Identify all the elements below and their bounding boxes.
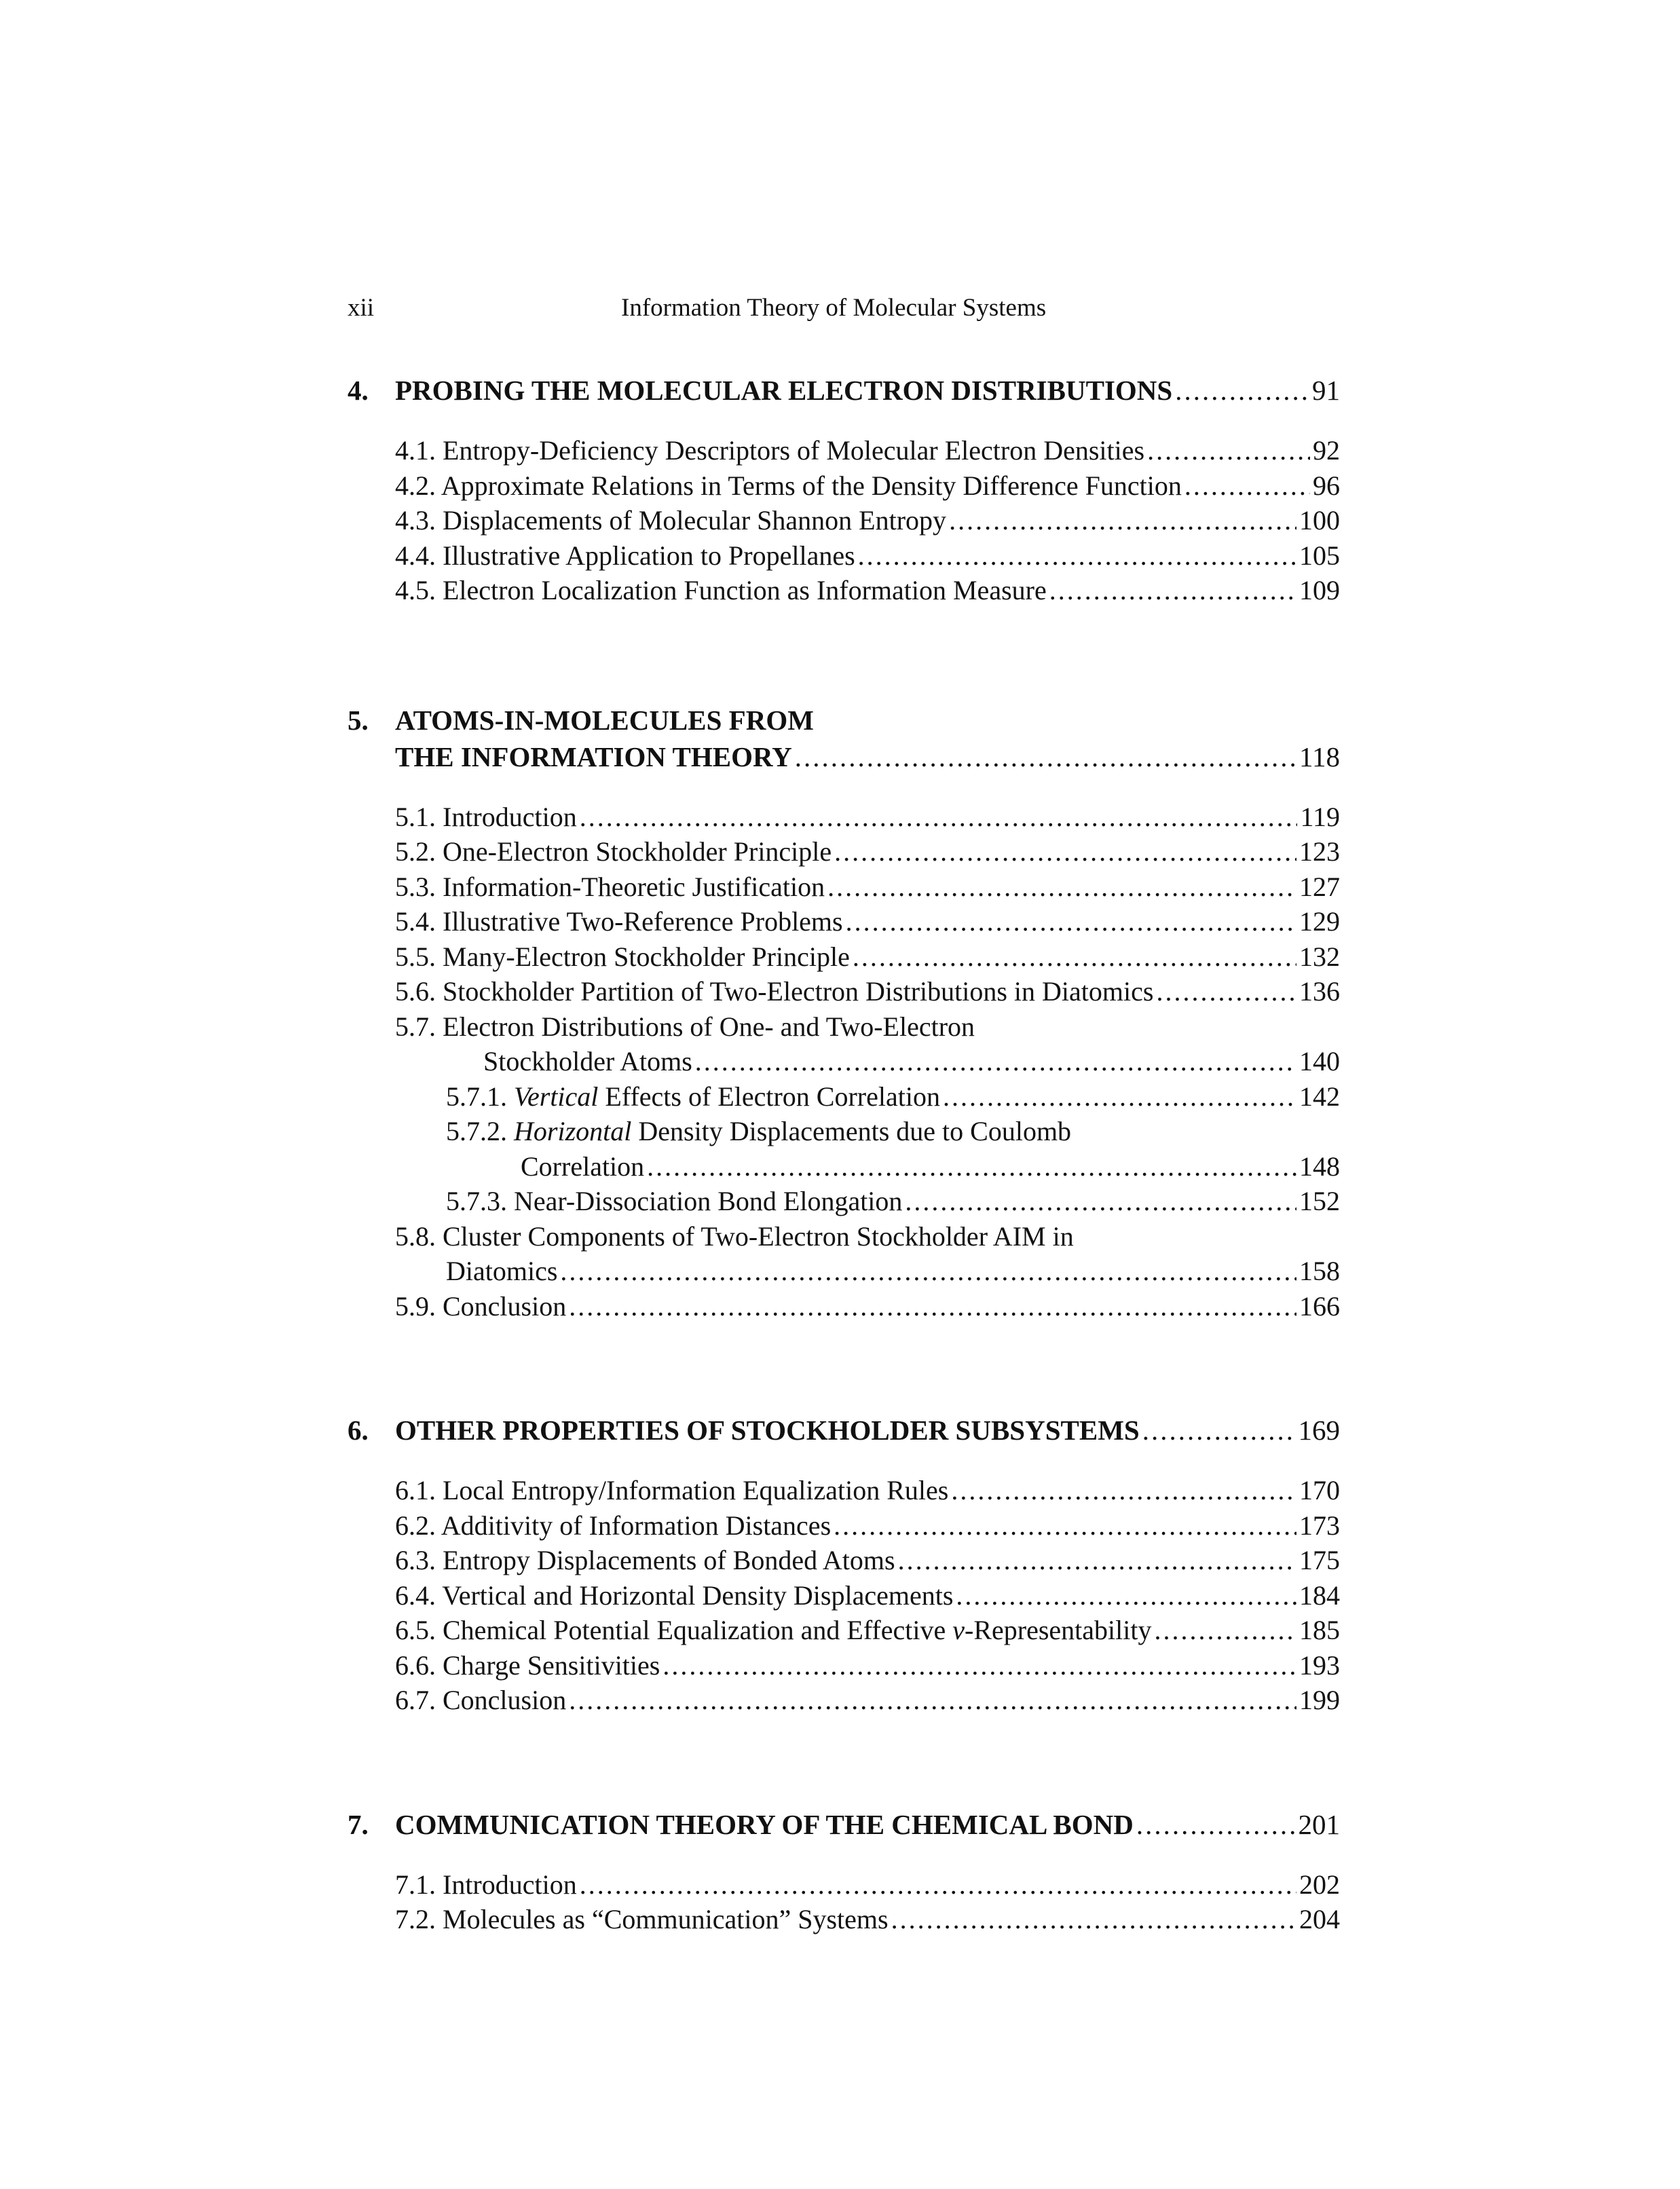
entry-text: Stockholder Atoms bbox=[483, 1046, 692, 1077]
page-header bbox=[0, 293, 1680, 334]
entry-text: 4.3. Displacements of Molecular Shannon Entropy bbox=[395, 505, 947, 536]
chapter-number: 6. bbox=[348, 1415, 369, 1446]
toc-entry bbox=[348, 433, 1340, 468]
toc-entry bbox=[348, 1079, 1340, 1115]
leader-dots bbox=[580, 800, 1298, 835]
toc-entry bbox=[348, 939, 1340, 975]
entry-text: 5.7. Electron Distributions of One- and Two-Electron bbox=[395, 1011, 975, 1042]
page-ref: 202 bbox=[1299, 1869, 1340, 1900]
leader-dots bbox=[647, 1149, 1296, 1184]
page-ref: 193 bbox=[1299, 1649, 1340, 1681]
entry-italic: Horizontal bbox=[514, 1116, 632, 1146]
entry-rest: Density Displacements due to Coulomb bbox=[638, 1116, 1072, 1146]
entry-text: 5.5. Many-Electron Stockholder Principle bbox=[395, 941, 850, 972]
page-ref: 96 bbox=[1313, 470, 1340, 501]
chapter-number: 5. bbox=[348, 704, 369, 736]
leader-dots bbox=[858, 538, 1296, 574]
entry-text: 5.4. Illustrative Two-Reference Problems bbox=[395, 906, 843, 937]
chapter-4 bbox=[348, 372, 1340, 608]
section-list bbox=[348, 1867, 1340, 1937]
page-ref: 142 bbox=[1299, 1081, 1340, 1112]
leader-dots bbox=[1184, 468, 1310, 504]
page-ref: 140 bbox=[1299, 1046, 1340, 1077]
page-ref: 173 bbox=[1299, 1510, 1340, 1541]
page-ref: 92 bbox=[1313, 435, 1340, 466]
page-ref: 204 bbox=[1299, 1904, 1340, 1934]
leader-dots bbox=[580, 1867, 1296, 1903]
toc-entry bbox=[348, 1009, 1340, 1079]
toc-entry bbox=[348, 1578, 1340, 1613]
leader-dots bbox=[956, 1578, 1296, 1613]
entry-text: 7.2. Molecules as “Communication” Systems bbox=[395, 1904, 889, 1934]
toc-entry bbox=[348, 904, 1340, 939]
section-list bbox=[348, 1473, 1340, 1718]
leader-dots bbox=[569, 1289, 1296, 1324]
chapter-7 bbox=[348, 1806, 1340, 1937]
leader-dots bbox=[795, 738, 1296, 775]
page-ref: 100 bbox=[1299, 505, 1340, 536]
entry-text: 4.1. Entropy-Deficiency Descriptors of Molecular Electron Densities bbox=[395, 435, 1145, 466]
leader-dots bbox=[695, 1044, 1296, 1079]
toc-entry bbox=[348, 1508, 1340, 1543]
toc-entry bbox=[348, 1219, 1340, 1289]
entry-text: 5.6. Stockholder Partition of Two-Electron Distributions in Diatomics bbox=[395, 976, 1154, 1007]
toc-entry bbox=[348, 869, 1340, 905]
entry-text bbox=[446, 1114, 1071, 1149]
page-ref: 175 bbox=[1299, 1545, 1340, 1575]
page-ref: 132 bbox=[1299, 941, 1340, 972]
toc-entry bbox=[348, 1902, 1340, 1937]
chapter-title bbox=[348, 1412, 1340, 1448]
toc-entry bbox=[348, 834, 1340, 869]
entry-pre: 6.5. Chemical Potential Equalization and Effective bbox=[395, 1615, 953, 1645]
chapter-6 bbox=[348, 1412, 1340, 1718]
page-ref: 170 bbox=[1299, 1475, 1340, 1505]
page-ref: 136 bbox=[1299, 976, 1340, 1007]
chapter-5 bbox=[348, 702, 1340, 1324]
entry-text: 6.1. Local Entropy/Information Equalization Rules bbox=[395, 1475, 949, 1505]
entry-text bbox=[395, 1613, 1151, 1648]
page-ref: 169 bbox=[1298, 1415, 1340, 1446]
entry-text: Diatomics bbox=[446, 1256, 558, 1286]
leader-dots bbox=[949, 503, 1296, 538]
toc-entry bbox=[348, 1473, 1340, 1508]
page-ref: 105 bbox=[1299, 540, 1340, 571]
toc-entry bbox=[348, 1613, 1340, 1648]
page-ref: 118 bbox=[1299, 741, 1340, 772]
page-ref: 158 bbox=[1299, 1256, 1340, 1286]
leader-dots bbox=[834, 834, 1296, 869]
leader-dots bbox=[662, 1648, 1296, 1683]
chapter-title bbox=[348, 702, 1340, 775]
page-number: xii bbox=[348, 294, 375, 322]
entry-italic: v bbox=[952, 1615, 965, 1645]
toc-entry bbox=[348, 1114, 1340, 1184]
page-ref: 91 bbox=[1312, 375, 1340, 406]
entry-text: 5.1. Introduction bbox=[395, 801, 577, 832]
chapter-title-text: PROBING THE MOLECULAR ELECTRON DISTRIBUTIONS bbox=[395, 375, 1173, 406]
chapter-title-text: ATOMS-IN-MOLECULES FROM bbox=[395, 704, 814, 736]
entry-text: 5.9. Conclusion bbox=[395, 1290, 567, 1322]
page-ref: 119 bbox=[1300, 801, 1340, 832]
page-ref: 152 bbox=[1299, 1186, 1340, 1216]
entry-text: 4.5. Electron Localization Function as Information Measure bbox=[395, 575, 1047, 605]
entry-text: 5.2. One-Electron Stockholder Principle bbox=[395, 836, 832, 867]
leader-dots bbox=[827, 869, 1296, 905]
page-ref: 199 bbox=[1299, 1685, 1340, 1715]
entry-italic: Vertical bbox=[514, 1081, 599, 1112]
entry-text: 6.2. Additivity of Information Distances bbox=[395, 1510, 832, 1541]
toc-entry bbox=[348, 1289, 1340, 1324]
entry-text: Correlation bbox=[521, 1150, 645, 1182]
toc-entry bbox=[348, 573, 1340, 608]
toc-entry bbox=[348, 1543, 1340, 1578]
entry-text: 5.8. Cluster Components of Two-Electron Stockholder AIM in bbox=[395, 1220, 1074, 1252]
leader-dots bbox=[891, 1902, 1296, 1937]
leader-dots bbox=[1142, 1412, 1296, 1448]
chapter-number: 7. bbox=[348, 1808, 369, 1840]
page-ref: 184 bbox=[1299, 1579, 1340, 1611]
running-title: Information Theory of Molecular Systems bbox=[621, 294, 1047, 322]
entry-text: 7.1. Introduction bbox=[395, 1869, 577, 1900]
leader-dots bbox=[853, 939, 1296, 975]
chapter-title-text: COMMUNICATION THEORY OF THE CHEMICAL BOND bbox=[395, 1808, 1134, 1840]
chapter-title-text: OTHER PROPERTIES OF STOCKHOLDER SUBSYSTEMS bbox=[395, 1415, 1140, 1446]
page-ref: 185 bbox=[1299, 1615, 1340, 1645]
leader-dots bbox=[951, 1473, 1296, 1508]
page-ref: 201 bbox=[1298, 1808, 1340, 1840]
page-ref: 166 bbox=[1299, 1290, 1340, 1322]
chapter-title bbox=[348, 372, 1340, 409]
entry-text: 4.2. Approximate Relations in Terms of the Density Difference Function bbox=[395, 470, 1182, 501]
entry-number: 5.7.1. bbox=[446, 1081, 507, 1112]
leader-dots bbox=[1175, 372, 1309, 409]
section-list bbox=[348, 433, 1340, 608]
page-ref: 148 bbox=[1299, 1150, 1340, 1182]
leader-dots bbox=[560, 1254, 1296, 1289]
leader-dots bbox=[905, 1184, 1296, 1219]
page-ref: 109 bbox=[1299, 575, 1340, 605]
leader-dots bbox=[898, 1543, 1296, 1578]
leader-dots bbox=[1154, 1613, 1296, 1648]
page-ref: 123 bbox=[1299, 836, 1340, 867]
section-list bbox=[348, 800, 1340, 1324]
toc-entry bbox=[348, 1184, 1340, 1219]
leader-dots bbox=[1147, 433, 1310, 468]
entry-number: 5.7.2. bbox=[446, 1116, 507, 1146]
leader-dots bbox=[846, 904, 1296, 939]
entry-text: 6.6. Charge Sensitivities bbox=[395, 1649, 660, 1681]
chapter-title-text: THE INFORMATION THEORY bbox=[395, 741, 792, 772]
entry-text: 6.7. Conclusion bbox=[395, 1685, 567, 1715]
entry-text: 5.7.3. Near-Dissociation Bond Elongation bbox=[446, 1186, 903, 1216]
page-ref: 129 bbox=[1299, 906, 1340, 937]
leader-dots bbox=[1049, 573, 1296, 608]
entry-text: 4.4. Illustrative Application to Propellanes bbox=[395, 540, 855, 571]
leader-dots bbox=[943, 1079, 1296, 1115]
leader-dots bbox=[1136, 1806, 1296, 1843]
toc-entry bbox=[348, 1683, 1340, 1718]
page-ref: 127 bbox=[1299, 871, 1340, 902]
entry-rest: Effects of Electron Correlation bbox=[605, 1081, 940, 1112]
entry-text bbox=[446, 1079, 940, 1115]
toc-entry bbox=[348, 974, 1340, 1009]
entry-text: 5.3. Information-Theoretic Justification bbox=[395, 871, 825, 902]
chapter-title bbox=[348, 1806, 1340, 1843]
toc-entry bbox=[348, 800, 1340, 835]
leader-dots bbox=[1156, 974, 1296, 1009]
leader-dots bbox=[834, 1508, 1296, 1543]
toc-entry bbox=[348, 468, 1340, 504]
toc-entry bbox=[348, 1648, 1340, 1683]
toc-entry bbox=[348, 503, 1340, 538]
chapter-number: 4. bbox=[348, 375, 369, 406]
table-of-contents bbox=[348, 372, 1340, 2019]
entry-text: 6.4. Vertical and Horizontal Density Displacements bbox=[395, 1579, 954, 1611]
entry-text: 6.3. Entropy Displacements of Bonded Atoms bbox=[395, 1545, 895, 1575]
leader-dots bbox=[569, 1683, 1296, 1718]
entry-post: -Representability bbox=[965, 1615, 1152, 1645]
toc-entry bbox=[348, 538, 1340, 574]
toc-entry bbox=[348, 1867, 1340, 1903]
